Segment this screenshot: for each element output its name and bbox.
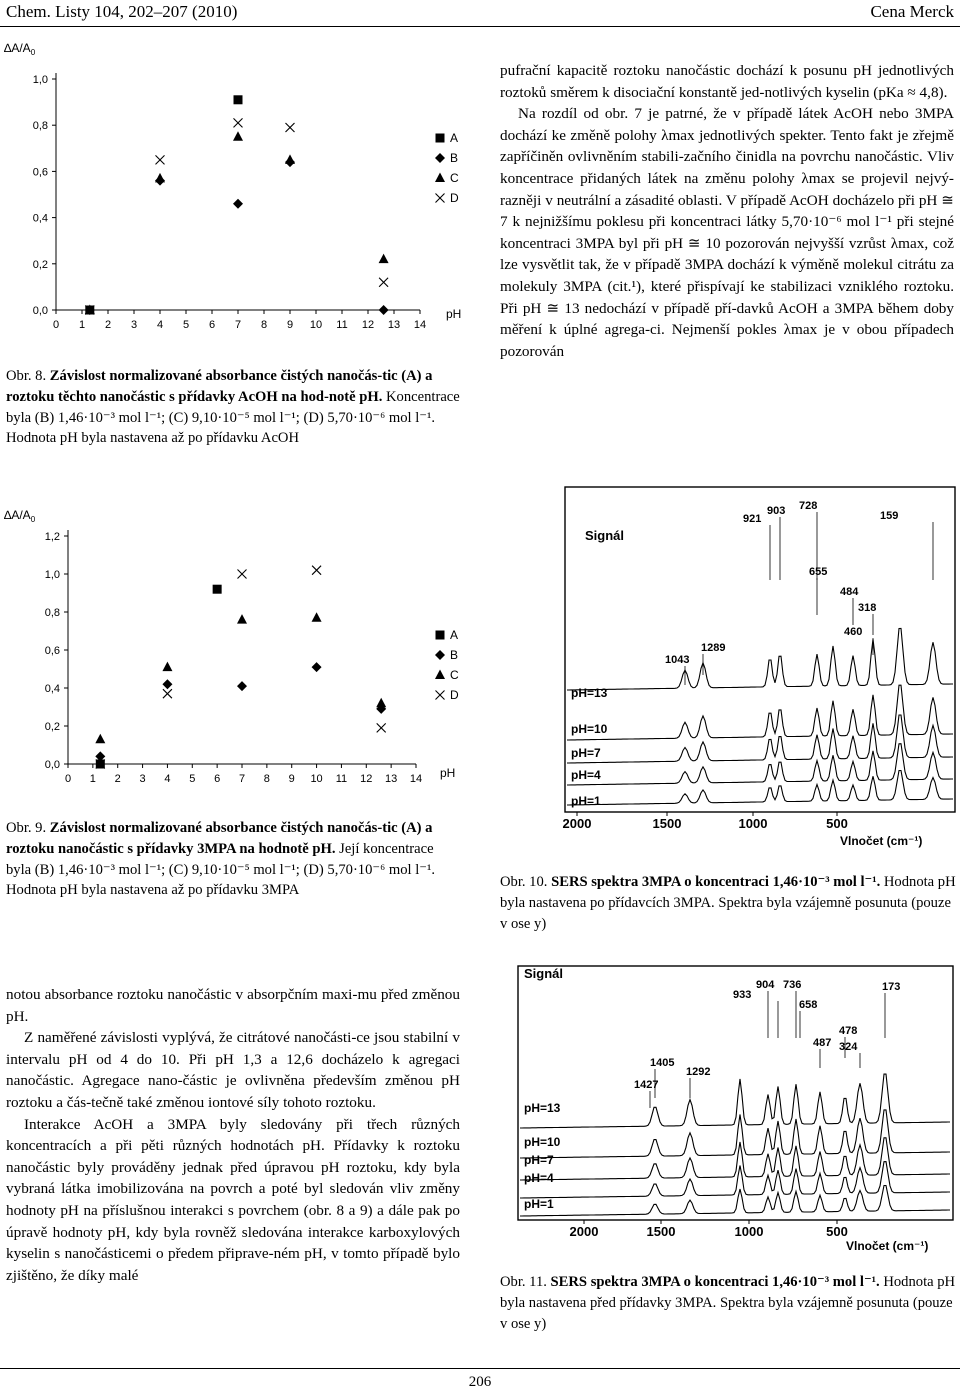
paragraph: notou absorbance roztoku nanočástic v absorpčním maxi-mu před změnou pH. [6,986,460,1025]
x-tick-label: 10 [310,773,323,785]
data-point-b [162,679,172,689]
data-point-b [233,199,243,209]
x-tick-label: 9 [288,773,295,785]
legend-marker [436,631,445,640]
ph-label: pH=13 [571,686,608,700]
legend-label: A [450,131,459,145]
data-point-d [238,570,247,579]
x-tick-label: 8 [260,319,268,331]
x-tick-label: 12 [361,319,375,331]
y-tick-label: 1,2 [44,531,60,543]
y-axis-label: $\Delta A/A_0$ [4,508,36,524]
legend-marker [436,691,445,700]
data-point-d [156,155,165,164]
figure-11-label: Obr. 11. [500,1274,547,1290]
y-tick-label: 1,0 [32,74,48,86]
data-point-d [163,689,172,698]
legend-marker [436,134,445,143]
y-tick-label: 0,8 [44,607,60,619]
x-tick-label: 9 [286,319,294,331]
x-tick-label: 13 [385,773,398,785]
legend-label: B [450,648,459,662]
legend-label: C [450,668,459,682]
data-point-c [155,173,165,183]
peak-label: 1427 [634,1079,659,1091]
right-column-text [500,60,954,362]
legend-marker [435,650,445,660]
data-point-d [234,118,243,127]
paragraph: pufrační kapacitě roztoku nanočástic dochází k posunu pH jednotlivých roztoků směrem k disociační konstantě jed-notlivých kyselin (pKa ≈ 4,8). [500,62,954,101]
spectrum-line [520,1074,950,1128]
x-tick-label: 1 [89,773,96,785]
spectrum-line [567,771,953,806]
data-point-b [379,305,389,315]
x-tick-label: 3 [130,319,138,331]
data-point-a [213,585,222,594]
data-point-c [379,254,389,264]
y-tick-label: 0,6 [32,166,48,179]
ph-label: pH=7 [524,1153,554,1167]
peak-label: 478 [839,1025,858,1037]
y-axis-label: $\Delta A/A_0$ [4,41,36,57]
x-tick-label: 5 [189,773,196,785]
paragraph: Z naměřené závislosti vyplývá, že citrátové nanočásti-ce jsou stabilní v intervalu pH od 4 do 10. Při pH 1,3 a 12,6 docházelo k agregaci nanočástic. Agregace nano-částic je ovlivněna především změnou pH roztoku a čás-tečně také změnou iontové síly tohoto roztoku. [6,1029,460,1111]
ph-label: pH=13 [524,1101,561,1115]
ph-label: pH=4 [524,1171,554,1185]
figure-8-label: Obr. 8. [6,368,47,384]
y-tick-label: 0,2 [32,258,48,271]
figure-10-title: SERS spektra 3MPA o koncentraci 1,46·10⁻³ mol l⁻¹. [551,874,881,890]
figure-11-caption [500,1272,956,1334]
legend-label: D [450,191,459,205]
figure-9-title: Závislost normalizované absorbance čistých nanočás-tic (A) a roztoku nanočástic s přídavky 3MPA na hodnotě pH. [6,820,433,857]
x-tick-label: 14 [413,319,427,331]
x-tick-label: 2000 [562,816,592,831]
x-tick-label: 0 [52,319,60,331]
y-tick-label: 0,2 [44,721,60,733]
data-point-c [233,131,243,141]
x-tick-label: 6 [214,773,221,785]
peak-label: 728 [799,500,818,512]
data-point-b [312,662,322,672]
footer-rule [0,1368,960,1369]
x-tick-label: 7 [238,773,246,785]
x-tick-label: 4 [164,773,171,785]
peak-label: 484 [840,586,859,598]
figure-11-title: SERS spektra 3MPA o koncentraci 1,46·10⁻³ mol l⁻¹. [550,1274,880,1290]
figure-11-sers-spectra [500,958,955,1263]
peak-label: 324 [839,1041,858,1053]
header-rule [0,26,960,27]
peak-label: 904 [756,979,775,991]
x-tick-label: 2 [104,319,112,331]
figure-10-sers-spectra [555,485,957,855]
x-tick-label: 500 [826,1224,848,1239]
legend-marker [436,194,445,203]
x-tick-label: 12 [360,773,373,785]
x-tick-label: 1000 [734,1224,764,1239]
data-point-c [376,698,386,708]
x-tick-label: 1500 [646,1224,676,1239]
spectrum-line [520,1186,950,1217]
x-tick-label: 2 [114,773,121,785]
data-point-c [237,614,247,624]
figure-10-body: Hodnota pH byla nastavena po přídavcích 3MPA. Spektra byla vzájemně posunuta (pouze v ose y) [500,874,956,932]
ph-label: pH=10 [524,1135,561,1149]
x-tick-label: 8 [263,773,270,785]
spectrum-line [567,685,953,740]
figure-10-caption [500,872,956,934]
y-tick-label: 0,4 [44,683,60,695]
x-axis-label: Vlnočet (cm⁻¹) [846,1239,929,1253]
peak-label: 1292 [686,1066,711,1078]
section-header: Cena Merck [870,2,954,21]
figure-8-title: Závislost normalizované absorbance čistých nanočás-tic (A) a roztoku těchto nanočástic s přídavky AcOH na hod-notě pH. [6,368,433,405]
x-tick-label: 2000 [569,1224,599,1239]
peak-label: 487 [813,1037,832,1049]
figure-9-label: Obr. 9. [6,820,47,836]
peak-label: 460 [844,626,863,638]
x-tick-label: 500 [826,816,848,831]
legend-marker [435,153,445,163]
left-column-text [6,984,460,1286]
x-tick-label: 3 [139,773,146,785]
peak-label: 159 [880,510,899,522]
peak-label: 921 [743,513,762,525]
ph-label: pH=10 [571,722,608,736]
figure-11-body: Hodnota pH byla nastavena před přídavky 3MPA. Spektra byla vzájemně posunuta (pouze v ose y) [500,1274,956,1332]
y-tick-label: 1,0 [44,569,60,581]
data-point-a [234,95,243,104]
x-axis-label: pH [446,307,462,321]
ph-label: pH=1 [524,1197,554,1211]
signal-label: Signál [524,966,564,981]
spectrum-line [567,628,953,690]
paragraph: Na rozdíl od obr. 7 je patrné, že v případě látek AcOH nebo 3MPA dochází ke změně polohy λmax jednotlivých spekter. Tento fakt je zřejmě zapříčiněn ovlivněním stabili-začního činidla na povrchu nanočástic. Vliv koncentrace přidaných látek na změnu polohy λmax se projevil nejvý-razněji v neutrální a zásadité oblasti. V případě AcOH docházelo při pH ≅ 7 k nejnižšímu poklesu při koncentraci látky 5,70·10⁻⁶ mol l⁻¹ při stejné koncentraci 3MPA byl při pH ≅ 10 pozorován nejvyšší vzrůst λmax, což lze vysvětlit tak, že v případě 3MPA dochází k výměně molekul citrátu za molekuly 3MPA (cit.¹), které přispívají ke stabilizaci vzniklého roztoku. Při pH ≅ 13 nedochází v případě pří-davků AcOH a 3MPA během doby měření k úplné agrega-ci. Nejmenší pokles λmax je v obou případech pozorován [500,105,954,360]
figure-8-caption [6,366,460,449]
peak-label: 1043 [665,654,690,666]
legend-marker [435,173,445,183]
journal-header: Chem. Listy 104, 202–207 (2010) [6,2,238,21]
peak-label: 933 [733,989,752,1001]
x-tick-label: 14 [409,773,423,785]
peak-label: 173 [882,981,901,993]
figure-10-label: Obr. 10. [500,874,548,890]
data-point-c [95,734,105,744]
data-point-d [379,278,388,287]
paragraph: Interakce AcOH a 3MPA byly sledovány při třech různých koncentracích a při pěti různých hodnotách pH. Přídavky k roztoku nanočástic byly prováděny jednak před úpravou pH roztoku, kdy byla vybraná látka imobilizována na povrch a poté byl sledován vliv změny hodnoty pH na příslušnou interakci s povrchem (obr. 8 a 9) a dále pak po úpravě hodnoty pH, kdy byla rovněž sledována interakce karboxylových kyselin s nanočásticemi o předem připrave-ném pH, v tomto případě bylo zjištěno, že díky malé [6,1115,460,1284]
x-axis-label: pH [440,766,456,780]
x-tick-label: 1500 [652,816,682,831]
data-point-d [286,123,295,132]
figure-9-caption [6,818,460,901]
data-point-b [237,681,247,691]
y-tick-label: 0,0 [44,759,60,771]
x-tick-label: 0 [64,773,72,785]
legend-label: A [450,628,459,642]
data-point-c [285,154,295,164]
y-tick-label: 0,4 [32,212,48,225]
peak-label: 1289 [701,642,726,654]
signal-label: Signál [585,528,625,543]
legend-label: B [450,151,459,165]
x-axis-label: Vlnočet (cm⁻¹) [840,834,923,848]
x-tick-label: 7 [234,319,242,331]
peak-label: 1405 [650,1057,675,1069]
x-tick-label: 4 [156,319,164,331]
legend-label: C [450,171,459,185]
ph-label: pH=1 [571,794,601,808]
y-tick-label: 0,6 [44,645,60,657]
data-point-d [312,566,321,575]
x-tick-label: 1 [78,319,86,331]
x-tick-label: 6 [208,319,216,331]
peak-label: 736 [783,979,802,991]
peak-label: 658 [799,999,818,1011]
legend-label: D [450,688,459,702]
page-number: 206 [468,1374,492,1390]
x-tick-label: 10 [309,319,323,331]
x-tick-label: 1000 [738,816,768,831]
figure-9-body: Její koncentrace byla (B) 1,46·10⁻³ mol l⁻¹; (C) 9,10·10⁻⁵ mol l⁻¹; (D) 5,70·10⁻⁶ mol l⁻¹. Hodnota pH byla nastavena až po přídavku 3MPA [6,840,435,899]
legend-marker [435,670,445,680]
ph-label: pH=4 [571,768,601,782]
peak-label: 903 [767,505,786,517]
spectrum-line [520,1110,950,1158]
data-point-c [312,612,322,622]
data-point-d [377,723,386,732]
y-tick-label: 0,8 [32,120,48,133]
data-point-c [162,662,172,672]
spectrum-line [520,1162,950,1198]
spectrum-line [520,1138,950,1180]
x-tick-label: 11 [336,319,348,331]
figure-8-body: Koncentrace byla (B) 1,46·10⁻³ mol l⁻¹; (C) 9,10·10⁻⁵ mol l⁻¹; (D) 5,70·10⁻⁶ mol l⁻¹. Hodnota pH byla nastavena až po přídavku AcOH [6,388,460,447]
y-tick-label: 0,0 [32,305,48,317]
x-tick-label: 13 [387,319,401,331]
figure-8-chart [0,38,470,340]
x-tick-label: 5 [182,319,190,331]
ph-label: pH=7 [571,746,601,760]
figure-9-chart [0,505,470,805]
x-tick-label: 11 [335,773,348,785]
peak-label: 655 [809,566,828,578]
peak-label: 318 [858,602,877,614]
